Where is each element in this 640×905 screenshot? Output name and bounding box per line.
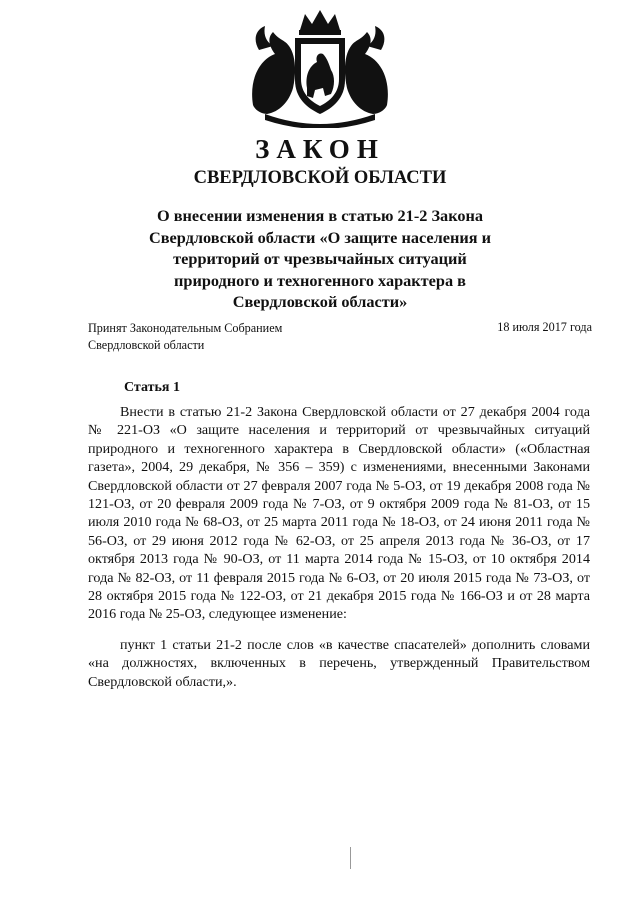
- article-paragraph-2: пункт 1 статьи 21-2 после слов «в качестве спасателей» дополнить словами «на должностях, включенных в перечень, утвержденный Правительством Свердловской области,».: [88, 637, 590, 690]
- article-title: Статья 1: [124, 380, 180, 395]
- adoption-date: 18 июля 2017 года: [497, 320, 592, 334]
- article-paragraph-1: Внести в статью 21-2 Закона Свердловской области от 27 декабря 2004 года № 221-ОЗ «О защите населения и территорий от чрезвычайных ситуаций природного и техногенного характера в Свердловской области» («Областная газета», 2004, 29 декабря, № 356 – 359) с изменениями, внесенными Законами Свердловской области от 27 февраля 2007 года № 5-ОЗ, от 19 декабря 2008 года № 121-ОЗ, от 20 февраля 2009 года № 7-ОЗ, от 9 октября 2009 года № 81-ОЗ, от 15 июля 2010 года № 68-ОЗ, от 25 марта 2011 года № 18-ОЗ, от 24 июня 2011 года № 56-ОЗ, от 29 июня 2012 года № 62-ОЗ, от 25 апреля 2013 года № 36-ОЗ, от 17 октября 2013 года № 90-ОЗ, от 11 марта 2014 года № 15-ОЗ, от 10 октября 2014 года № 82-ОЗ, от 11 февраля 2015 года № 6-ОЗ, от 20 июля 2015 года № 73-ОЗ, от 28 октября 2015 года № 122-ОЗ, от 21 декабря 2015 года № 166-ОЗ и от 28 марта 2016 года № 25-ОЗ, следующее изменение:: [88, 404, 590, 623]
- adoption-line-2: Свердловской области: [88, 338, 205, 352]
- document-title: ЗАКОН: [255, 134, 385, 164]
- document-subtitle: СВЕРДЛОВСКОЙ ОБЛАСТИ: [193, 168, 447, 188]
- coat-of-arms-icon: [245, 10, 395, 128]
- adoption-info: [88, 320, 282, 354]
- scan-mark: [350, 847, 351, 869]
- law-subject: О внесении изменения в статью 21-2 Закона Свердловской области «О защите населения и территорий от чрезвычайных ситуаций природного и техногенного характера в Свердловской области»: [148, 206, 492, 311]
- adoption-line-1: Принят Законодательным Собранием: [88, 321, 283, 335]
